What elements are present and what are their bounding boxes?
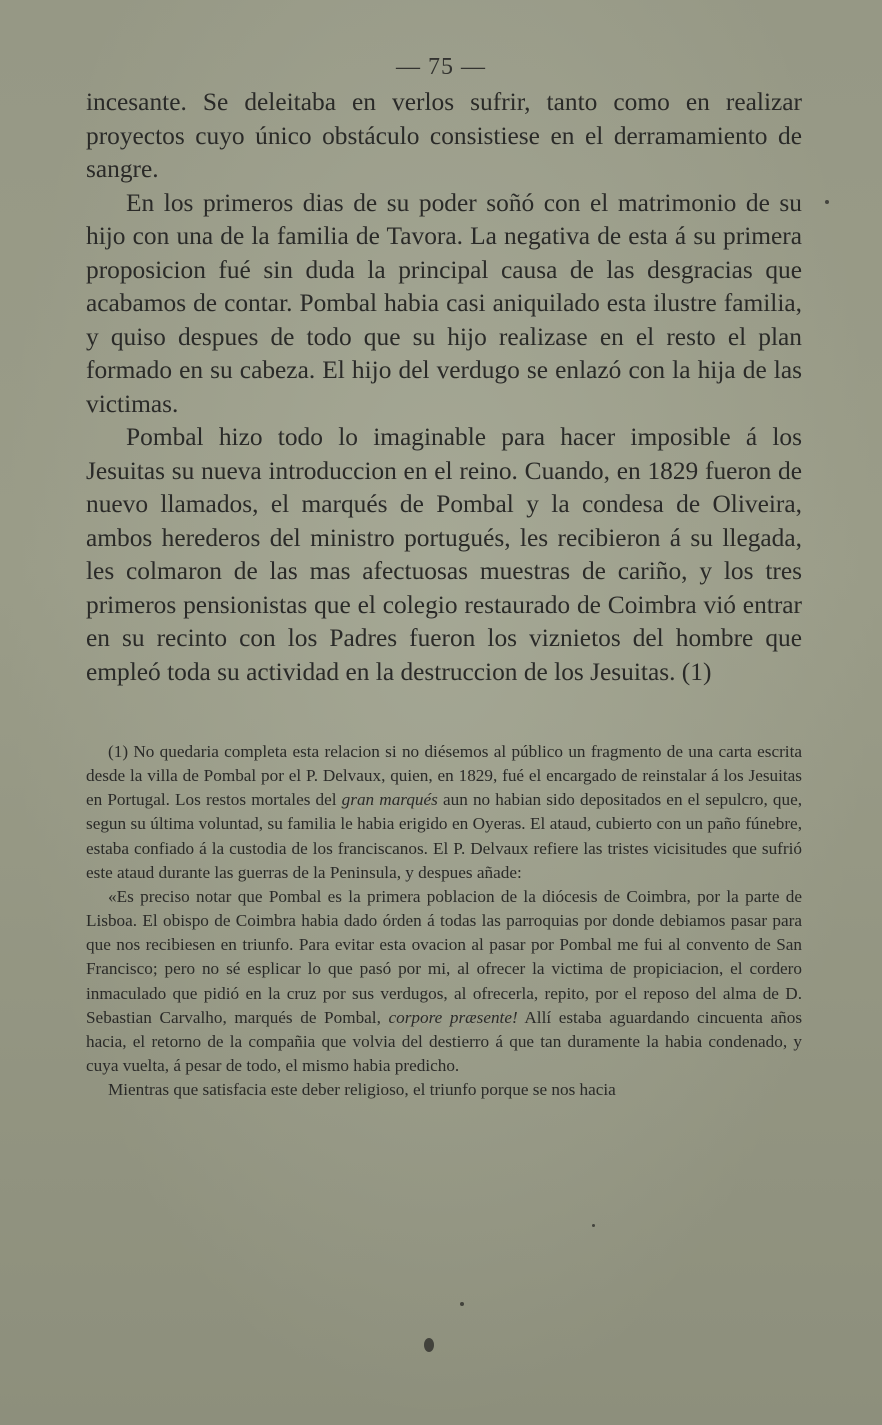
footnote-text-2b: Allí estaba aguardando cincuenta años hacia, el retorno de la compañia que volvia del destierro á que tan duramente la habia condenado, y cuya vuelta, á pesar de todo, el mismo habia predicho. (86, 1007, 803, 1076)
ink-speck (592, 1224, 595, 1227)
footnote-divider (86, 718, 802, 719)
page-number: — 75 — (396, 54, 486, 80)
ink-speck (460, 1302, 464, 1306)
paragraph-2: En los primeros dias de su poder soñó con el matrimonio de su hijo con una de la familia de Tavora. La negativa de esta á su primera proposicion fué sin duda la principal causa de las desgracias que acabamos de contar. Pombal habia casi aniquilado esta ilustre familia, y quiso despues de todo que su hijo realizase en el resto el plan formado en su cabeza. El hijo del verdugo se enlazó con la hija de las victimas. (86, 188, 802, 418)
footnote-italic-1: gran marqués (341, 790, 438, 810)
footnote-text-1a: (1) No quedaria completa esta relacion si no diésemos al público un fragmento de una carta escrita desde la villa de Pombal por el P. Delvaux, quien, en 1829, fué el encargado de reinstalar á los Jesuitas en Portugal. Los restos mortales del (86, 742, 802, 810)
footnote-italic-2: corpore præsente! (388, 1007, 518, 1027)
footnote (86, 740, 802, 1102)
footnote-paragraph-3: Mientras que satisfacia este deber religioso, el triunfo porque se nos hacia (108, 1080, 616, 1100)
paragraph-1: incesante. Se deleitaba en verlos sufrir, tanto como en realizar proyectos cuyo único obstáculo consistiese en el derramamiento de sangre. (86, 88, 802, 183)
footnote-text-2a: «Es preciso notar que Pombal es la primera poblacion de la diócesis de Coimbra, por la parte de Lisboa. El obispo de Coimbra habia dado órden á todas las parroquias por donde debiamos pasar para que nos recibiesen en triunfo. Para evitar esta ovacion al pasar por Pombal me fui al convento de San Francisco; pero no sé esplicar lo que pasó por mi, al ofrecer la victima de propiciacion, el cordero inmaculado que pidió en la cruz por sus verdugos, al ofrecerla, repito, por el reposo del alma de D. Sebastian Carvalho, marqués de Pombal, (86, 886, 802, 1027)
paragraph-3: Pombal hizo todo lo imaginable para hacer imposible á los Jesuitas su nueva introduccion en el reino. Cuando, en 1829 fueron de nuevo llamados, el marqués de Pombal y la condesa de Oliveira, ambos herederos del ministro portugués, les recibieron á su llegada, les colmaron de las mas afectuosas muestras de cariño, y los tres primeros pensionistas que el colegio restaurado de Coimbra vió entrar en su recinto con los Padres fueron los viznietos del hombre que empleó toda su actividad en la destruccion de los Jesuitas. (1) (86, 423, 802, 686)
footnote-text-1b: aun no habian sido depositados en el sepulcro, que, segun su última voluntad, su familia le habia erigido en Oyeras. El ataud, cubierto con un paño fúnebre, estaba confiado á la custodia de los franciscanos. El P. Delvaux refiere las tristes vicisitudes que sufrió este ataud durante las guerras de la Peninsula, y despues añade: (86, 790, 802, 882)
ink-speck (825, 200, 829, 204)
footnote-paragraph-2 (86, 885, 802, 1078)
ink-speck (424, 1338, 434, 1352)
main-text (86, 86, 802, 689)
footnote-paragraph-1 (86, 740, 802, 885)
